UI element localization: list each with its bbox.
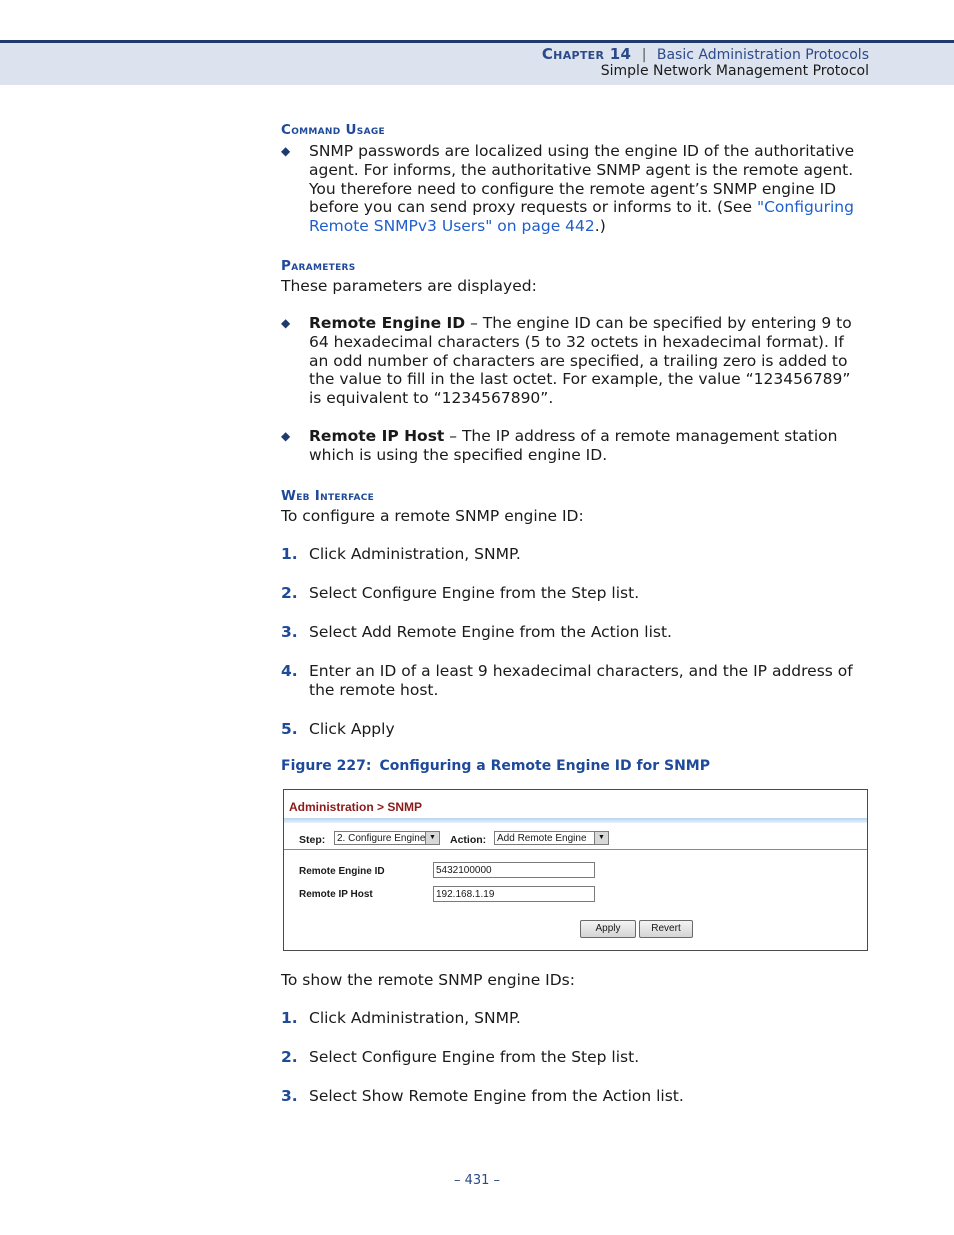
parameter-term: Remote IP Host [309, 427, 445, 445]
section-title: Simple Network Management Protocol [600, 63, 869, 79]
revert-button[interactable]: Revert [639, 920, 693, 938]
command-usage-body: SNMP passwords are localized using the engine ID of the authoritative agent. For informs, the authoritative SNMP agent is the remote agent. You therefore need to configure the remote agent’s SNMP engine ID before you can send proxy requests or informs to it. (See [309, 142, 855, 217]
command-usage-tail: .) [594, 217, 606, 236]
bullet-diamond-icon: ◆ [281, 429, 291, 443]
command-usage-heading: Command Usage [281, 122, 385, 138]
step-number: 5. [281, 720, 298, 738]
step-select[interactable] [334, 831, 440, 845]
action-label: Action: [450, 834, 487, 846]
figure-caption [281, 758, 710, 774]
step-number: 1. [281, 1009, 298, 1027]
action-select[interactable] [494, 831, 609, 845]
parameters-intro: These parameters are displayed: [281, 277, 537, 295]
parameter-term: Remote Engine ID [309, 314, 466, 332]
title-rule [284, 818, 867, 823]
step-text: Select Add Remote Engine from the Action list. [309, 623, 672, 641]
page-header [0, 43, 954, 85]
bullet-diamond-icon: ◆ [281, 144, 291, 158]
step-text: Click Administration, SNMP. [309, 1009, 521, 1027]
chevron-down-icon[interactable]: ▼ [594, 832, 608, 844]
step-number: 1. [281, 545, 298, 563]
chevron-down-icon[interactable]: ▼ [425, 832, 439, 844]
apply-button[interactable]: Apply [580, 920, 636, 938]
chapter-label: Chapter 14 [541, 45, 632, 63]
header-chapter-line [542, 45, 869, 63]
parameter-text [309, 314, 867, 408]
web-interface-intro: To configure a remote SNMP engine ID: [281, 507, 584, 525]
chapter-title: Basic Administration Protocols [656, 47, 869, 63]
remote-ip-host-label: Remote IP Host [299, 889, 373, 900]
remote-ip-host-input[interactable]: 192.168.1.19 [433, 886, 595, 902]
command-usage-text [309, 142, 867, 236]
parameter-desc: – The IP address of a remote management station which is using the specified engine ID. [309, 427, 838, 464]
remote-engine-id-label: Remote Engine ID [299, 866, 385, 877]
parameters-heading: Parameters [281, 258, 356, 274]
action-select-value: Add Remote Engine [497, 833, 587, 844]
step-text: Select Configure Engine from the Step list. [309, 1048, 640, 1066]
remote-engine-id-input[interactable]: 5432100000 [433, 862, 595, 878]
configuring-remote-users-link[interactable]: "Configuring Remote SNMPv3 Users" on page 442 [309, 198, 854, 236]
step-text: Enter an ID of a least 9 hexadecimal characters, and the IP address of the remote host. [309, 662, 853, 699]
snmp-engine-screenshot [283, 789, 868, 951]
figure-label: Figure 227: [281, 758, 372, 774]
step-number: 3. [281, 623, 298, 641]
step-text: Click Apply [309, 720, 395, 738]
step-text: Select Configure Engine from the Step list. [309, 584, 640, 602]
breadcrumb[interactable]: Administration > SNMP [289, 800, 423, 814]
header-separator: | [641, 47, 647, 63]
step-select-value: 2. Configure Engine [337, 833, 426, 844]
step-text: Select Show Remote Engine from the Action list. [309, 1087, 684, 1105]
parameter-text [309, 427, 867, 465]
page-number: – 431 – [453, 1173, 501, 1188]
show-intro: To show the remote SNMP engine IDs: [281, 971, 575, 989]
step-label: Step: [299, 834, 326, 846]
bullet-diamond-icon: ◆ [281, 316, 291, 330]
step-number: 2. [281, 584, 298, 602]
figure-title: Configuring a Remote Engine ID for SNMP [379, 758, 710, 774]
parameter-desc: – The engine ID can be specified by entering 9 to 64 hexadecimal characters (5 to 32 octets in hexadecimal format). If an odd number of characters are specified, a trailing zero is added to the value to fill in the last octet. For example, the value “123456789” is equivalent to “1234567890”. [309, 314, 852, 408]
step-number: 3. [281, 1087, 298, 1105]
web-interface-heading: Web Interface [281, 488, 375, 504]
step-number: 4. [281, 662, 298, 680]
toolbar-divider [284, 849, 867, 850]
step-number: 2. [281, 1048, 298, 1066]
step-text: Click Administration, SNMP. [309, 545, 521, 563]
